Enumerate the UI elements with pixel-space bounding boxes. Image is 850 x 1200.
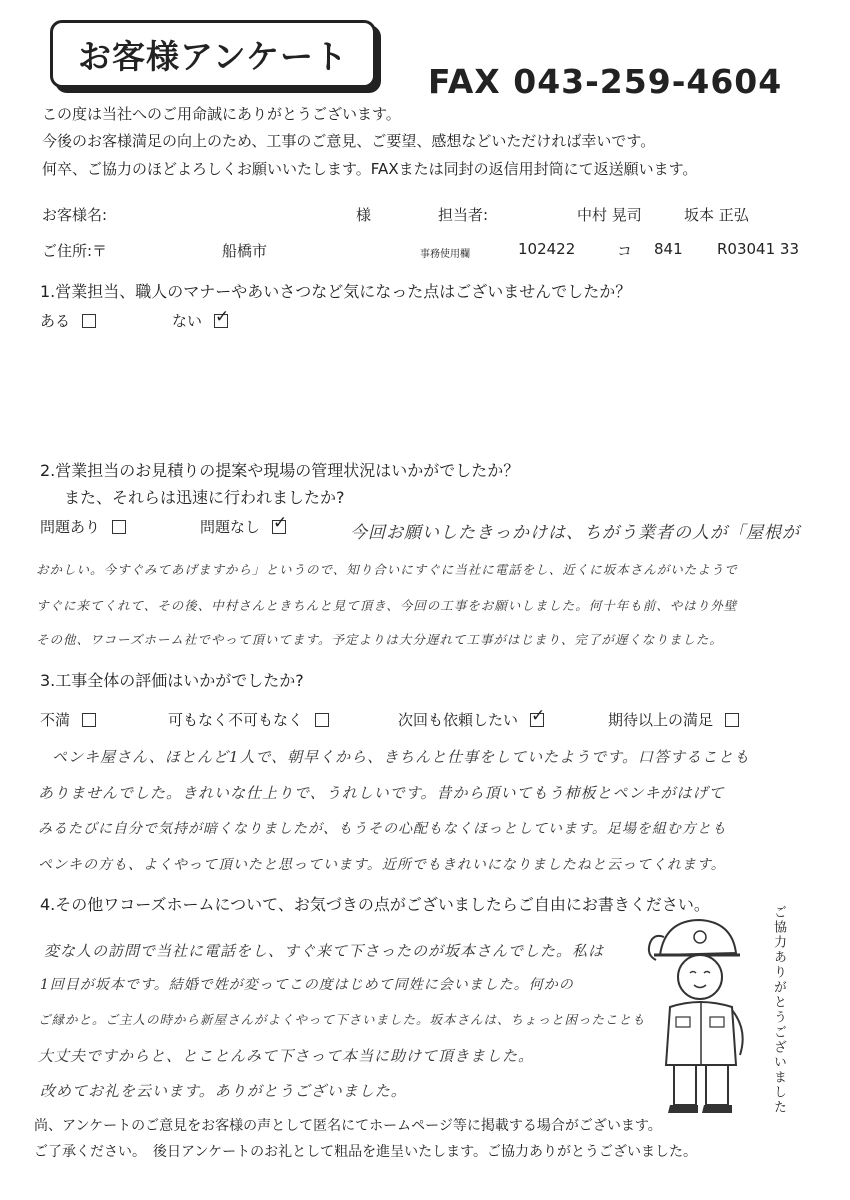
intro-line-1: この度は当社へのご用命誠にありがとうございます。 [42,105,401,123]
staff-name-1: 中村 晃司 [577,206,642,224]
q3-checkbox-request-again[interactable] [530,713,544,727]
fax-number: FAX 043-259-4604 [428,62,783,101]
office-code-4: R03041 33 [717,240,799,258]
q1-checkbox-nai[interactable] [214,314,228,328]
address-city: 船橋市 [222,242,268,260]
q2-answer-line: 今回お願いしたきっかけは、ちがう業者の人が「屋根が [350,523,800,543]
intro-line-2: 今後のお客様満足の向上のため、工事のご意見、ご要望、感想などいただければ幸いです。 [42,132,656,150]
office-code-3: 841 [654,240,683,258]
footer-line-1: 尚、アンケートのご意見をお客様の声として匿名にてホームページ等に掲載する場合がございます。 [34,1118,662,1134]
q3-option-neutral[interactable] [168,709,329,730]
q2-option-label: 問題なし [200,518,261,536]
q1-checkbox-aru[interactable] [82,314,96,328]
q3-option-label: 次回も依頼したい [398,711,519,729]
customer-name-label: お客様名: [42,206,108,224]
question-4: 4.その他ワコーズホームについて、お気づきの点がございましたらご自由にお書きください。 [40,895,710,914]
question-3: 3.工事全体の評価はいかがでしたか? [40,671,304,690]
footer-line-2: ご了承ください。 後日アンケートのお礼として粗品を進呈いたします。ご協力ありがとうございました。 [34,1144,698,1160]
survey-title: お客様アンケート [50,20,376,88]
q3-answer-line: ありませんでした。きれいな仕上りで、うれしいです。昔から頂いてもう柿板とペンキがはげて [38,784,725,802]
mascot-illustration [640,915,770,1120]
q3-option-exceeded[interactable] [608,709,739,730]
q3-answer-line: ペンキの方も、よくやって頂いたと思っています。近所でもきれいになりましたねと云ってくれます。 [38,857,726,873]
q3-checkbox-neutral[interactable] [315,713,329,727]
honorific: 様 [356,206,372,224]
staff-name-2: 坂本 正弘 [684,206,749,224]
office-code-2: コ [617,242,633,260]
q1-option-nai[interactable] [172,310,228,331]
question-2-sub: また、それらは迅速に行われましたか? [64,488,345,507]
q1-option-label: ある [40,312,71,330]
intro-line-3: 何卒、ご協力のほどよろしくお願いいたします。FAXまたは同封の返信用封筒にて返送願います。 [42,160,698,178]
thanks-vertical-text: ご協力ありがとうございました [771,905,786,1115]
question-1: 1.営業担当、職人のマナーやあいさつなど気になった点はございませんでしたか？ [40,282,632,301]
q2-option-problem[interactable] [40,516,126,537]
q1-option-label: ない [172,312,203,330]
staff-label: 担当者: [438,206,489,224]
question-2: 2.営業担当のお見積りの提案や現場の管理状況はいかがでしたか？ [40,461,520,480]
q3-option-label: 可もなく不可もなく [168,711,304,729]
address-label: ご住所:〒 [42,242,108,260]
q3-option-dissatisfied[interactable] [40,709,96,730]
q3-option-label: 期待以上の満足 [608,711,714,729]
q3-checkbox-dissatisfied[interactable] [82,713,96,727]
q3-option-request-again[interactable] [398,709,544,730]
q3-answer-line: ペンキ屋さん、ほとんど1人で、朝早くから、きちんと仕事をしていたようです。口答することも [52,748,750,766]
q4-answer-line: 1回目が坂本です。結婚で姓が変ってこの度はじめて同姓に会いました。何かの [40,977,574,993]
q4-answer-line: 変な人の訪問で当社に電話をし、すぐ来て下さったのが坂本さんでした。私は [44,942,605,960]
q1-option-aru[interactable] [40,310,96,331]
q4-answer-line: ご縁かと。ご主人の時から新屋さんがよくやって下さいました。坂本さんは、ちょっと困ったことも [38,1012,646,1027]
q2-checkbox-problem[interactable] [112,520,126,534]
q4-answer-line: 改めてお礼を云います。ありがとうございました。 [40,1082,407,1100]
q2-checkbox-no-problem[interactable] [272,520,286,534]
office-use-label: 事務使用欄 [420,249,470,260]
q4-answer-line: 大丈夫ですからと、とことんみて下さって本当に助けて頂きました。 [38,1047,535,1065]
q2-option-no-problem[interactable] [200,516,286,537]
office-code-1: 102422 [518,240,576,258]
q3-answer-line: みるたびに自分で気持が暗くなりましたが、もうその心配もなくほっとしています。足場を組む方とも [38,821,727,837]
q2-answer-line: その他、ワコーズホーム社でやって頂いてます。予定よりは大分遅れて工事がはじまり、完了が遅くなりました。 [36,632,723,647]
q3-checkbox-exceeded[interactable] [725,713,739,727]
q2-option-label: 問題あり [40,518,101,536]
q3-option-label: 不満 [40,711,71,729]
q2-answer-line: すぐに来てくれて、その後、中村さんときちんと見て頂き、今回の工事をお願いしました。何十年も前、やはり外壁 [36,598,738,613]
q2-answer-line: おかしい。今すぐみてあげますから」というので、知り合いにすぐに当社に電話をし、近くに坂本さんがいたようで [36,562,738,577]
